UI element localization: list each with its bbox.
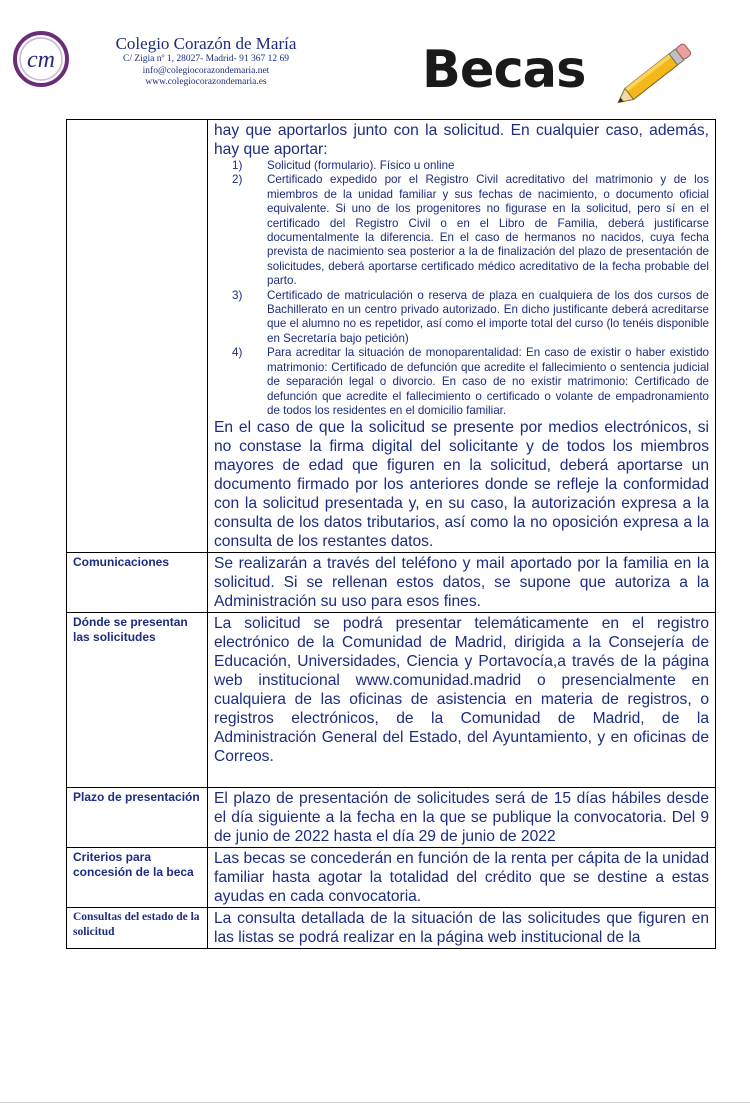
list-item: 4) Para acreditar la situación de monoparentalidad: En caso de existir o haber existido matrimonio: Certificado de defunción que acredite el fallecimiento o sentencia judicial de separación legal o divorcio. En caso de no existir matrimonio: Certificado de defunción que acredite el fallecimiento o certificado o volante de empadronamiento de todos los residentes en el domicilio familiar. (232, 346, 709, 417)
table-row (67, 120, 716, 553)
pencil-icon (608, 38, 704, 108)
table-row (67, 848, 716, 908)
row-label: Dónde se presentan las solicitudes (67, 613, 208, 788)
table-row (67, 788, 716, 848)
row-label: Criterios para concesión de la beca (67, 848, 208, 908)
table-row (67, 908, 716, 949)
table-row (67, 553, 716, 613)
becas-title: Becas (422, 40, 586, 100)
row-text: El plazo de presentación de solicitudes será de 15 días hábiles desde el día siguiente a la fecha en la que se publique la convocatoria. Del 9 de junio de 2022 hasta el día 29 de junio de 2022 (208, 788, 716, 848)
becas-banner (422, 38, 722, 108)
school-logo-icon (12, 30, 70, 88)
row-label: Consultas del estado de la solicitud (67, 908, 208, 949)
page-divider (0, 1102, 750, 1103)
list-item: 1) Solicitud (formulario). Físico u online (232, 159, 455, 172)
row-text: La consulta detallada de la situación de las solicitudes que figuren en las listas se podrá realizar en la página web institucional de la (208, 908, 716, 949)
becas-info-table (66, 119, 716, 949)
school-address: C/ Zigia nº 1, 28027- Madrid- 91 367 12 69 (122, 54, 289, 64)
school-info (96, 34, 316, 89)
documentation-cell (208, 120, 716, 553)
row-text: Las becas se concederán en función de la renta per cápita de la unidad familiar hasta agotar la totalidad del crédito que se destine a estas ayudas en cada convocatoria. (208, 848, 716, 908)
row-text: Se realizarán a través del teléfono y mail aportado por la familia en la solicitud. Si se rellenan estos datos, se supone que autoriza a la Administración su uso para esos fines. (208, 553, 716, 613)
table-row (67, 613, 716, 788)
svg-text:cm: cm (27, 47, 55, 73)
page-header (0, 0, 750, 118)
row-label: Plazo de presentación (67, 788, 208, 848)
docs-intro: hay que aportarlos junto con la solicitud. En cualquier caso, además, hay que aportar: (214, 122, 709, 158)
school-name: Colegio Corazón de María (115, 34, 297, 53)
row-label: Comunicaciones (67, 553, 208, 613)
row-label (67, 120, 208, 553)
school-email[interactable]: info@colegiocorazondemaria.net (142, 65, 270, 76)
docs-list (214, 159, 709, 418)
list-item: 3) Certificado de matriculación o reserva de plaza en cualquiera de los dos cursos de Bachillerato en un centro privado autorizado. En dicho justificante deberá acreditarse que el alumno no es repetidor, así como el importe total del curso (lo tenéis disponible en Secretaría bajo petición) (232, 288, 709, 345)
row-text: La solicitud se podrá presentar telemáticamente en el registro electrónico de la Comunidad de Madrid, dirigida a la Consejería de Educación, Universidades, Ciencia y Portavocía,a través de la página web institucional www.comunidad.madrid o presencialmente en cualquiera de las oficinas de asistencia en materia de registros, o registros electrónicos, de la Comunidad de Madrid, de la Administración General del Estado, del Ayuntamiento, y en oficinas de Correos. (208, 613, 716, 788)
list-item: 2) Certificado expedido por el Registro Civil acreditativo del matrimonio y de los miembros de la unidad familiar y sus fechas de nacimiento, o documento oficial equivalente. Si uno de los progenitores no figurase en la solicitud, pero sí en el certificado del Registro Civil o en el Libro de Familia, deberá justificarse documentalmente la diferencia. En el caso de hermanos no nacidos, cuya fecha prevista de nacimiento sea posterior a la de finalización del plazo de presentación de solicitudes, deberá aportarse certificado médico acreditativo de la fecha probable del parto. (232, 173, 709, 288)
school-website[interactable]: www.colegiocorazondemaria.es (145, 77, 267, 87)
docs-outro: En el caso de que la solicitud se presente por medios electrónicos, si no constase la firma digital del solicitante y de todos los miembros mayores de edad que figuren en la solicitud, deberá aportarse un documento firmado por los anteriores donde se refleje la conformidad con la solicitud presentada y, en su caso, la autorización expresa a la consulta de los datos tributarios, así como la no oposición expresa a la consulta de los restantes datos. (214, 419, 709, 551)
